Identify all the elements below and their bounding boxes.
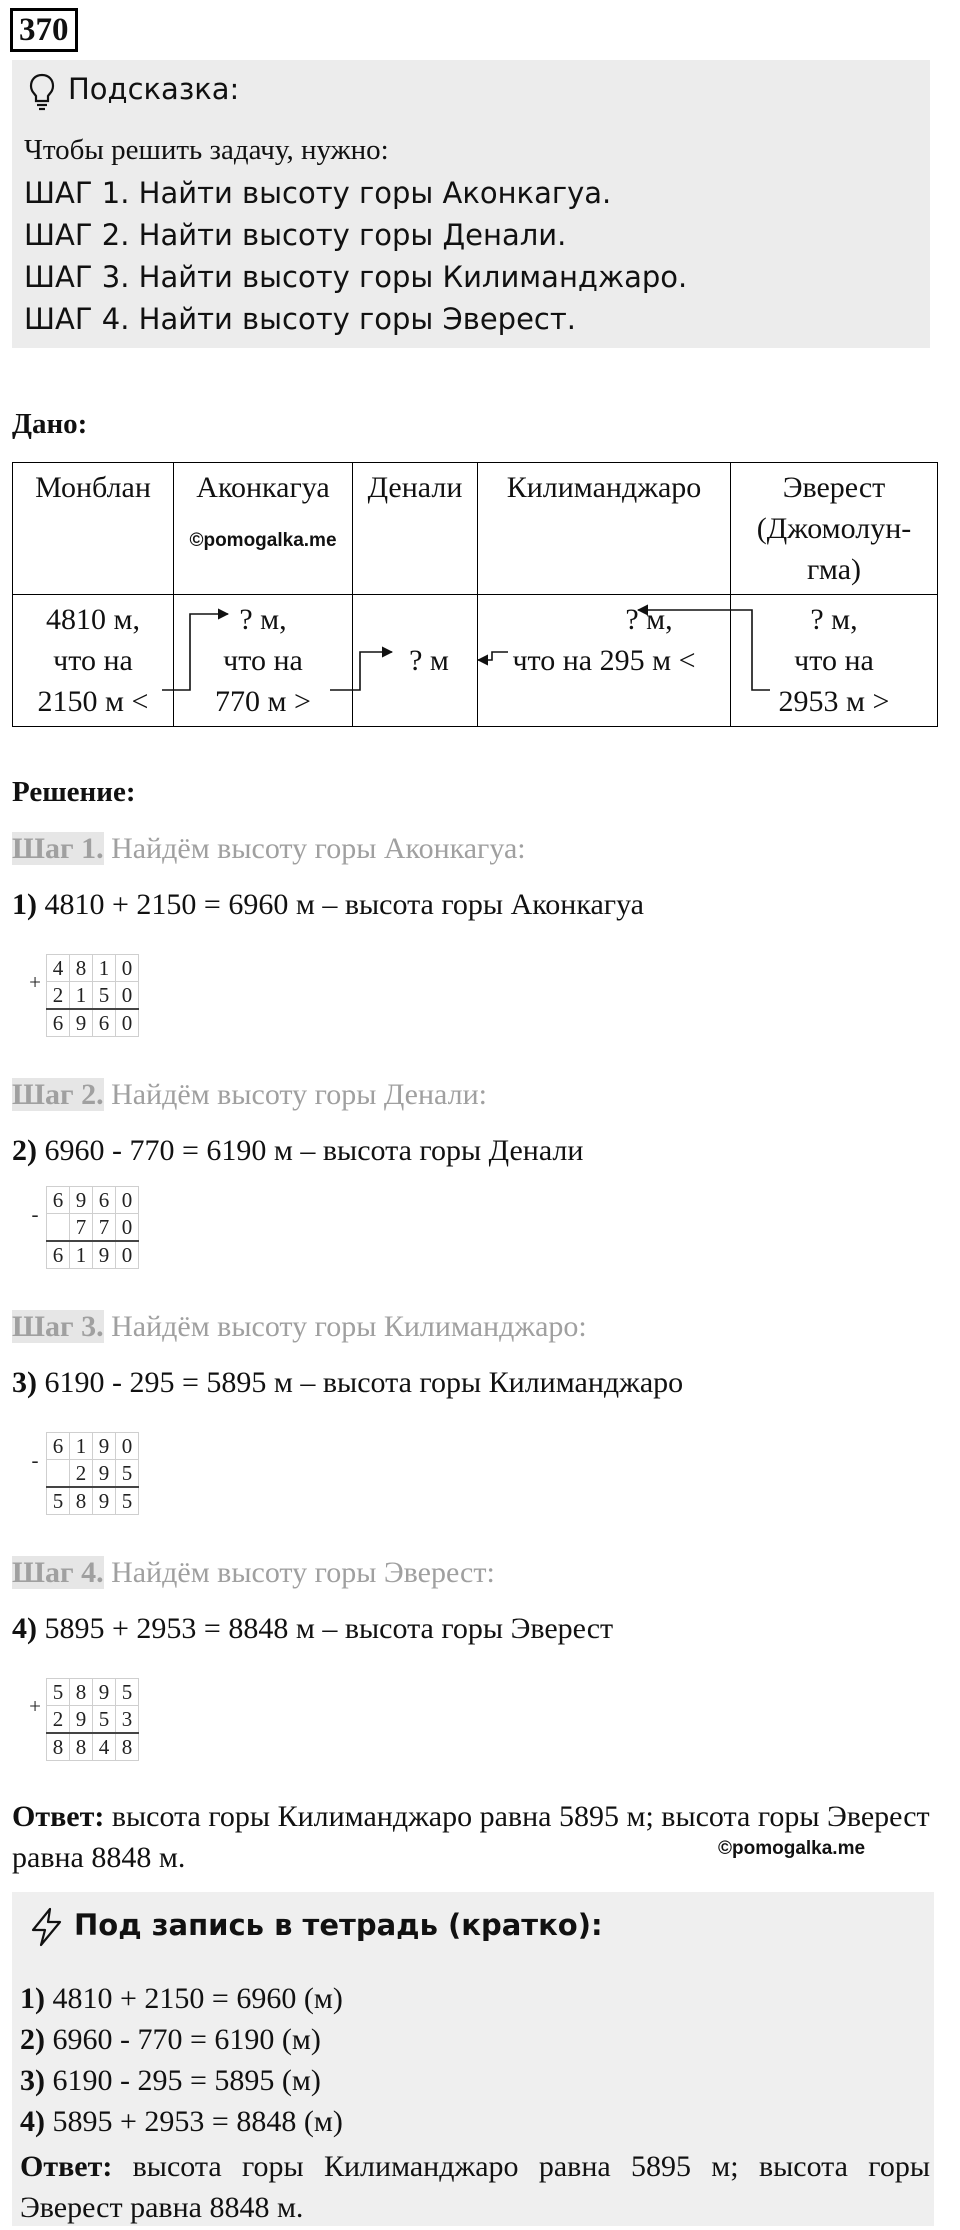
lightning-icon xyxy=(28,1906,66,1948)
hint-step-label: ШАГ 2. xyxy=(24,218,130,252)
digit: 1 xyxy=(70,1241,93,1269)
hint-step-label: ШАГ 1. xyxy=(24,176,130,210)
answer-text: высота горы Килиманджаро равна 5895 м; высота горы Эверест равна 8848 м. xyxy=(12,1800,930,1874)
solution-step-4-heading xyxy=(12,1556,495,1590)
digit: 0 xyxy=(116,1214,139,1242)
equation-text: 5895 + 2953 = 8848 м – высота горы Эверест xyxy=(37,1612,614,1645)
digit: 9 xyxy=(93,1241,116,1269)
watermark: ©pomogalka.me xyxy=(718,1838,866,1859)
digit: 5 xyxy=(93,982,116,1010)
digit: 7 xyxy=(70,1214,93,1242)
watermark: ©pomogalka.me xyxy=(189,530,337,551)
digit: 8 xyxy=(70,1487,93,1515)
answer-label: Ответ: xyxy=(20,2150,113,2183)
digit: 9 xyxy=(70,1009,93,1037)
digit: 0 xyxy=(116,1187,139,1214)
header-everest-line: Эверест xyxy=(782,471,886,504)
step-label: Шаг 1. xyxy=(12,832,104,865)
digit: 9 xyxy=(93,1679,116,1706)
equation-text: 6190 - 295 = 5895 м – высота горы Килиманджаро xyxy=(37,1366,684,1399)
solution-step-2-heading xyxy=(12,1078,487,1112)
digit: 8 xyxy=(47,1733,70,1761)
digit: 1 xyxy=(70,982,93,1010)
digit: 5 xyxy=(116,1460,139,1488)
column-calc-3 xyxy=(24,1432,139,1515)
digit: 9 xyxy=(93,1433,116,1460)
digit: 9 xyxy=(93,1487,116,1515)
note-line-3 xyxy=(20,2064,321,2098)
solution-step-3-equation xyxy=(12,1366,683,1400)
arrow-montblanc-aconcagua xyxy=(162,614,228,690)
notes-answer xyxy=(20,2146,930,2228)
digit: 2 xyxy=(70,1460,93,1488)
column-calc-4 xyxy=(24,1678,139,1761)
operator: + xyxy=(29,1693,41,1718)
solution-title: Решение: xyxy=(12,776,136,808)
digit: 0 xyxy=(116,1241,139,1269)
hint-step-text: Найти высоту горы Аконкагуа. xyxy=(129,176,612,210)
digit: 2 xyxy=(47,982,70,1010)
cell-line: 2150 м < xyxy=(37,685,149,718)
cell-line: 770 м > xyxy=(215,685,311,718)
solution-step-1-heading xyxy=(12,832,526,866)
digit: 0 xyxy=(116,982,139,1010)
hint-intro: Чтобы решить задачу, нужно: xyxy=(24,134,389,166)
header-everest-line: (Джомолун- xyxy=(756,512,912,545)
digit: 0 xyxy=(116,955,139,982)
note-text: 4810 + 2150 = 6960 (м) xyxy=(45,1982,343,2015)
digit: 5 xyxy=(47,1679,70,1706)
hint-step-label: ШАГ 3. xyxy=(24,260,130,294)
header-montblanc: Монблан xyxy=(13,463,174,595)
operator: - xyxy=(31,1201,39,1226)
cell-line: 4810 м, xyxy=(46,603,140,636)
task-number: 370 xyxy=(10,8,78,52)
digit: 6 xyxy=(47,1009,70,1037)
solution-step-1-equation xyxy=(12,888,644,922)
hint-step-label: ШАГ 4. xyxy=(24,302,130,336)
digit: 7 xyxy=(93,1214,116,1242)
notes-title: Под запись в тетрадь (кратко): xyxy=(74,1908,603,1942)
solution-step-3-heading xyxy=(12,1310,587,1344)
note-text: 6960 - 770 = 6190 (м) xyxy=(45,2023,321,2056)
header-aconcagua-label: Аконкагуа xyxy=(196,471,330,504)
digit: 9 xyxy=(70,1187,93,1214)
equation-number: 1) xyxy=(12,888,37,921)
answer-text: высота горы Килиманджаро равна 5895 м; высота горы Эверест равна 8848 м. xyxy=(20,2150,930,2224)
digit xyxy=(47,1460,70,1488)
digit: 2 xyxy=(47,1706,70,1734)
note-line-2 xyxy=(20,2023,321,2057)
step-text: Найдём высоту горы Аконкагуа: xyxy=(103,832,526,865)
solution-answer xyxy=(12,1796,938,1878)
note-text: 6190 - 295 = 5895 (м) xyxy=(45,2064,321,2097)
column-calc-2 xyxy=(24,1186,139,1269)
step-text: Найдём высоту горы Эверест: xyxy=(103,1556,495,1589)
equation-number: 2) xyxy=(12,1134,37,1167)
note-line-1 xyxy=(20,1982,343,2016)
hint-step-text: Найти высоту горы Эверест. xyxy=(129,302,576,336)
digit: 9 xyxy=(93,1460,116,1488)
arrow-kilimanjaro-denali xyxy=(478,652,508,660)
digit: 4 xyxy=(93,1733,116,1761)
digit: 5 xyxy=(116,1487,139,1515)
digit: 8 xyxy=(70,1679,93,1706)
arrow-everest-kilimanjaro xyxy=(638,610,770,690)
digit: 6 xyxy=(93,1009,116,1037)
notes-box xyxy=(12,1892,934,2226)
digit: 5 xyxy=(93,1706,116,1734)
column-calc-1 xyxy=(24,954,139,1037)
note-number: 3) xyxy=(20,2064,45,2097)
cell-line: ? м, xyxy=(810,603,858,636)
header-denali: Денали xyxy=(353,463,478,595)
digit: 6 xyxy=(47,1433,70,1460)
digit: 8 xyxy=(116,1733,139,1761)
cell-line: что на xyxy=(794,644,874,677)
digit: 6 xyxy=(47,1241,70,1269)
digit: 5 xyxy=(47,1487,70,1515)
solution-step-2-equation xyxy=(12,1134,583,1168)
header-kilimanjaro: Килиманджаро xyxy=(478,463,731,595)
equation-number: 3) xyxy=(12,1366,37,1399)
note-text: 5895 + 2953 = 8848 (м) xyxy=(45,2105,343,2138)
header-everest-line: гма) xyxy=(807,553,861,586)
step-label: Шаг 2. xyxy=(12,1078,104,1111)
digit: 5 xyxy=(116,1679,139,1706)
digit: 0 xyxy=(116,1433,139,1460)
hint-step-text: Найти высоту горы Килиманджаро. xyxy=(129,260,688,294)
step-label: Шаг 4. xyxy=(12,1556,104,1589)
operator: + xyxy=(29,969,41,994)
note-number: 2) xyxy=(20,2023,45,2056)
hint-title: Подсказка: xyxy=(68,72,240,106)
note-number: 1) xyxy=(20,1982,45,2015)
digit: 1 xyxy=(70,1433,93,1460)
cell-line: что на 295 м < xyxy=(512,644,696,677)
comparison-arrows xyxy=(0,0,960,720)
digit: 0 xyxy=(116,1009,139,1037)
hint-step-text: Найти высоту горы Денали. xyxy=(129,218,567,252)
note-number: 4) xyxy=(20,2105,45,2138)
step-text: Найдём высоту горы Килиманджаро: xyxy=(103,1310,587,1343)
step-text: Найдём высоту горы Денали: xyxy=(103,1078,487,1111)
cell-line: что на xyxy=(223,644,303,677)
cell-line: ? м xyxy=(409,644,449,677)
digit: 4 xyxy=(47,955,70,982)
digit: 1 xyxy=(93,955,116,982)
cell-line: ? м, xyxy=(625,603,673,636)
digit: 8 xyxy=(70,955,93,982)
digit xyxy=(47,1214,70,1242)
equation-number: 4) xyxy=(12,1612,37,1645)
digit: 6 xyxy=(47,1187,70,1214)
given-title: Дано: xyxy=(12,408,88,440)
equation-text: 6960 - 770 = 6190 м – высота горы Денали xyxy=(37,1134,584,1167)
answer-label: Ответ: xyxy=(12,1800,105,1833)
cell-line: ? м, xyxy=(239,603,287,636)
step-label: Шаг 3. xyxy=(12,1310,104,1343)
solution-step-4-equation xyxy=(12,1612,613,1646)
equation-text: 4810 + 2150 = 6960 м – высота горы Аконкагуа xyxy=(37,888,645,921)
cell-line: 2953 м > xyxy=(778,685,890,718)
arrow-aconcagua-denali xyxy=(330,652,392,690)
digit: 8 xyxy=(70,1733,93,1761)
cell-line: что на xyxy=(53,644,133,677)
digit: 6 xyxy=(93,1187,116,1214)
digit: 3 xyxy=(116,1706,139,1734)
digit: 9 xyxy=(70,1706,93,1734)
operator: - xyxy=(31,1447,39,1472)
note-line-4 xyxy=(20,2105,343,2139)
